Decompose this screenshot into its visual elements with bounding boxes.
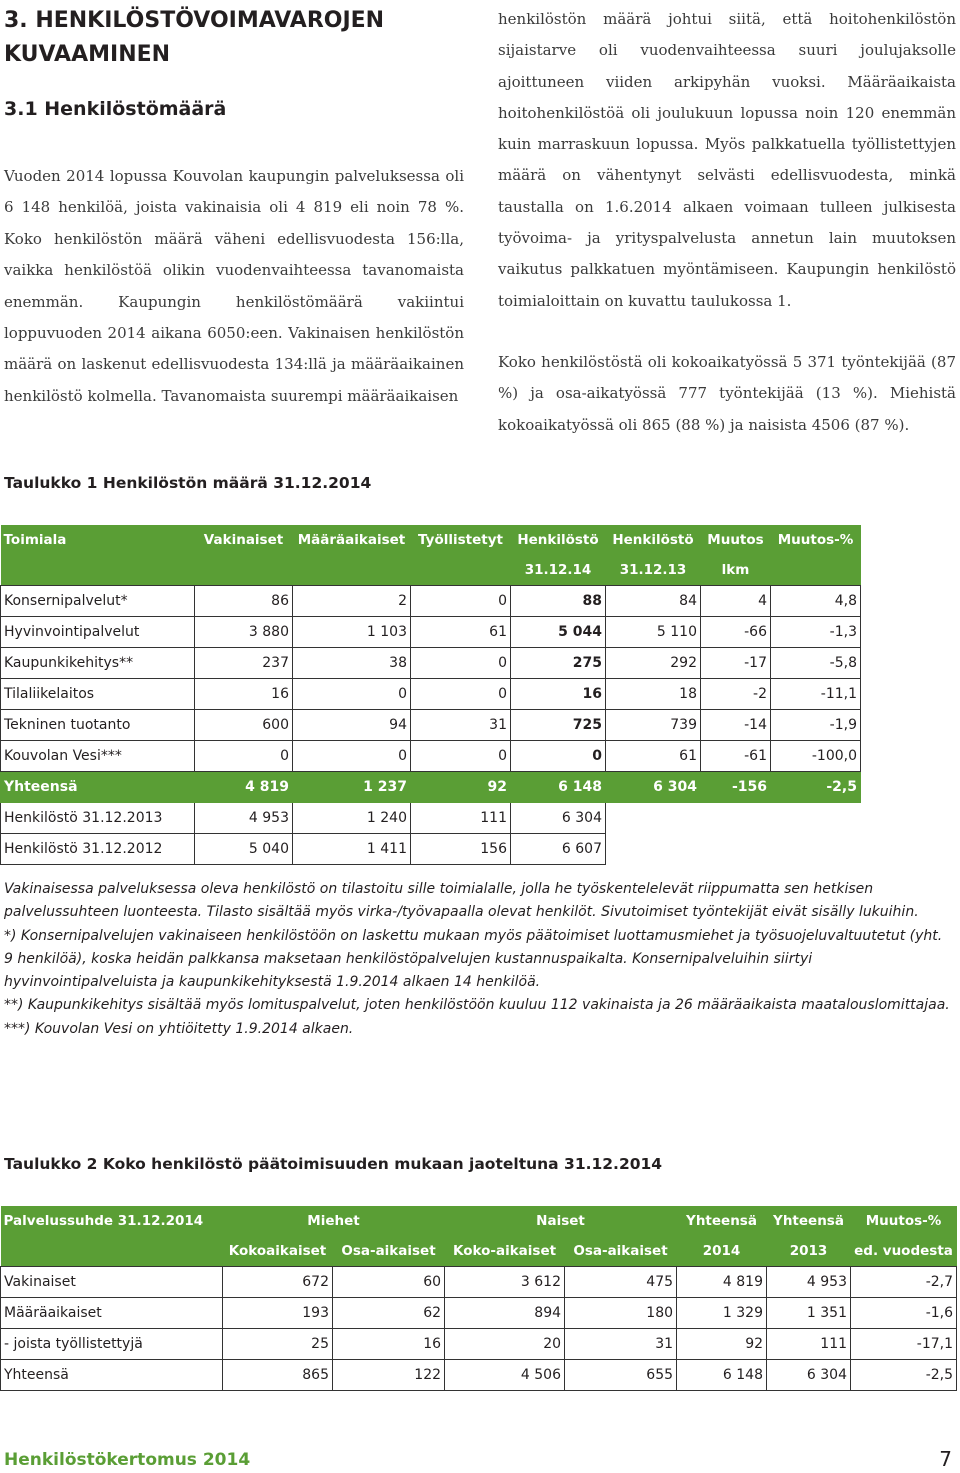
table-cell: 1 103 (293, 617, 411, 648)
table-cell: 6 304 (767, 1360, 851, 1391)
table-cell: 6 607 (511, 834, 606, 865)
table-cell: 4 953 (767, 1267, 851, 1298)
table1-header (1, 525, 861, 586)
table2-header-cell: Yhteensä (677, 1206, 767, 1236)
table-cell: 5 044 (511, 617, 606, 648)
table2-header-cell: Osa-aikaiset (565, 1236, 677, 1267)
table-cell: -2,5 (771, 772, 861, 803)
table-cell: -17 (701, 648, 771, 679)
table-cell: -156 (701, 772, 771, 803)
table-cell: 865 (223, 1360, 333, 1391)
table-cell: 4,8 (771, 586, 861, 617)
table-cell: 62 (333, 1298, 445, 1329)
table-cell: 88 (511, 586, 606, 617)
section-heading: 3.1 Henkilöstömäärä (4, 98, 227, 120)
table-cell-empty (606, 803, 701, 834)
table-cell: - joista työllistettyjä (1, 1329, 223, 1360)
table-cell: Konsernipalvelut* (1, 586, 195, 617)
table-cell: 2 (293, 586, 411, 617)
table-row (1, 710, 861, 741)
table-cell: 25 (223, 1329, 333, 1360)
table-cell: 111 (411, 803, 511, 834)
table-cell: 0 (411, 679, 511, 710)
table-cell: -14 (701, 710, 771, 741)
table-cell: -2,5 (851, 1360, 957, 1391)
table-row (1, 648, 861, 679)
table1-header-row-2 (1, 555, 861, 586)
table1-header-cell (293, 555, 411, 586)
table-cell: -5,8 (771, 648, 861, 679)
footer-title: Henkilöstökertomus 2014 (4, 1450, 251, 1470)
table2-header-row-1 (1, 1206, 957, 1236)
table-cell: 3 612 (445, 1267, 565, 1298)
table-cell: 4 819 (195, 772, 293, 803)
table2-caption: Taulukko 2 Koko henkilöstö päätoimisuuden mukaan jaoteltuna 31.12.2014 (4, 1155, 663, 1173)
table-cell: Vakinaiset (1, 1267, 223, 1298)
table1-header-cell: Työllistetyt (411, 525, 511, 555)
table1-header-cell (771, 555, 861, 586)
table-cell: 16 (511, 679, 606, 710)
table-cell: 655 (565, 1360, 677, 1391)
table-cell: Määräaikaiset (1, 1298, 223, 1329)
table-cell: 94 (293, 710, 411, 741)
table2-employment-type (0, 1206, 957, 1391)
table-cell: Yhteensä (1, 772, 195, 803)
table-cell: Tilaliikelaitos (1, 679, 195, 710)
table-cell: 725 (511, 710, 606, 741)
table-cell: 0 (293, 741, 411, 772)
table2-header-cell (1, 1236, 223, 1267)
table-cell: -66 (701, 617, 771, 648)
table2-header-cell: 2014 (677, 1236, 767, 1267)
table1-header-cell: Muutos (701, 525, 771, 555)
table2-header-cell: Kokoaikaiset (223, 1236, 333, 1267)
table-cell: Hyvinvointipalvelut (1, 617, 195, 648)
table-cell: 4 506 (445, 1360, 565, 1391)
table1-header-cell (1, 555, 195, 586)
table-cell-empty (606, 834, 701, 865)
table-cell: 92 (411, 772, 511, 803)
table-cell: 1 329 (677, 1298, 767, 1329)
table-cell: 122 (333, 1360, 445, 1391)
table-cell: 275 (511, 648, 606, 679)
table1-header-cell (195, 555, 293, 586)
table1-header-cell: Muutos-% (771, 525, 861, 555)
table-cell: 61 (411, 617, 511, 648)
table1-header-cell: Toimiala (1, 525, 195, 555)
table2-header-row-2 (1, 1236, 957, 1267)
table-cell-empty (771, 803, 861, 834)
table2-header-cell: Palvelussuhde 31.12.2014 (1, 1206, 223, 1236)
table2-header-cell: Miehet (223, 1206, 445, 1236)
body-paragraph-right-2: Koko henkilöstöstä oli kokoaikatyössä 5 371 työntekijää (87 %) ja osa-aikatyössä 777 työntekijää (13 %). Miehistä kokoaikatyössä oli 865 (88 %) ja naisista 4506 (87 %). (498, 353, 956, 434)
footnote: *) Konsernipalvelujen vakinaiseen henkilöstöön on laskettu mukaan myös päätoimiset luottamusmiehet ja työsuojeluvaltuutetut (yht. 9 henkilöä), koska heidän palkkansa maksetaan henkilöstöpalvelujen kustannuspaikalta. Konsernipalveluihin siirtyi hyvinvointipalveluista ja kaupunkikehityksestä 1.9.2014 alkaen 14 henkilöä. (4, 927, 943, 991)
table-cell: 20 (445, 1329, 565, 1360)
table-row (1, 679, 861, 710)
table-cell: 84 (606, 586, 701, 617)
table-cell: -2 (701, 679, 771, 710)
table-cell: 31 (411, 710, 511, 741)
table1-header-cell: 31.12.14 (511, 555, 606, 586)
table-total-row (1, 772, 861, 803)
table-cell: 5 110 (606, 617, 701, 648)
table-cell: -61 (701, 741, 771, 772)
body-paragraph-left: Vuoden 2014 lopussa Kouvolan kaupungin palveluksessa oli 6 148 henkilöä, joista vakinaisia oli 4 819 eli noin 78 %. Koko henkilöstön määrä väheni edellisvuodesta 156:lla, vaikka henkilöstöä olikin vuodenvaihteessa tavanomaista enemmän. Kaupungin henkilöstömäärä vakiintui loppuvuoden 2014 aikana 6050:een. Vakinaisen henkilöstön määrä on laskenut edellisvuodesta 134:llä ja määräaikainen henkilöstö kolmella. Tavanomaista suurempi määräaikaisen (4, 167, 464, 405)
table-cell: 6 304 (511, 803, 606, 834)
table2-header-cell: Muutos-% (851, 1206, 957, 1236)
table-cell: 0 (195, 741, 293, 772)
table-cell: Henkilöstö 31.12.2012 (1, 834, 195, 865)
table1-header-cell: Henkilöstö (606, 525, 701, 555)
table-cell: 4 (701, 586, 771, 617)
table1-header-cell: Määräaikaiset (293, 525, 411, 555)
table-cell: -100,0 (771, 741, 861, 772)
table-cell: 92 (677, 1329, 767, 1360)
table1-body (1, 586, 861, 865)
table-cell: Kaupunkikehitys** (1, 648, 195, 679)
table1-header-cell (411, 555, 511, 586)
table-cell-empty (771, 834, 861, 865)
table-row (1, 803, 861, 834)
table1-header-cell: lkm (701, 555, 771, 586)
table-row (1, 741, 861, 772)
table-cell: -17,1 (851, 1329, 957, 1360)
page-title: 3. HENKILÖSTÖVOIMAVAROJEN KUVAAMINEN (4, 8, 385, 67)
table-cell: Tekninen tuotanto (1, 710, 195, 741)
table-row (1, 1329, 957, 1360)
table-cell: 18 (606, 679, 701, 710)
table-cell: Henkilöstö 31.12.2013 (1, 803, 195, 834)
table-cell: 180 (565, 1298, 677, 1329)
table-cell: 600 (195, 710, 293, 741)
table1-staff-count (0, 525, 861, 865)
table-cell: -11,1 (771, 679, 861, 710)
table-cell: 1 351 (767, 1298, 851, 1329)
table2-header (1, 1206, 957, 1267)
table2-header-cell: Yhteensä (767, 1206, 851, 1236)
table-cell: -1,9 (771, 710, 861, 741)
table-cell: 739 (606, 710, 701, 741)
table-cell: 292 (606, 648, 701, 679)
table-cell: 1 237 (293, 772, 411, 803)
table-cell: 0 (411, 648, 511, 679)
table2-header-cell: Naiset (445, 1206, 677, 1236)
table2-header-cell: Osa-aikaiset (333, 1236, 445, 1267)
footnote: ***) Kouvolan Vesi on yhtiöitetty 1.9.2014 alkaen. (4, 1020, 354, 1037)
table2-header-cell: Koko-aikaiset (445, 1236, 565, 1267)
table1-header-cell: Vakinaiset (195, 525, 293, 555)
table-cell: 3 880 (195, 617, 293, 648)
table-cell: 475 (565, 1267, 677, 1298)
table-cell: 156 (411, 834, 511, 865)
table2-body (1, 1267, 957, 1391)
table-cell: 31 (565, 1329, 677, 1360)
table-cell: 86 (195, 586, 293, 617)
table-row (1, 1298, 957, 1329)
table1-header-row-1 (1, 525, 861, 555)
table-cell: 237 (195, 648, 293, 679)
table-cell: 0 (411, 586, 511, 617)
table-row (1, 586, 861, 617)
table-cell: 1 411 (293, 834, 411, 865)
table-cell: 0 (411, 741, 511, 772)
table1-footnotes (4, 878, 954, 1041)
table2-header-cell: 2013 (767, 1236, 851, 1267)
table-cell-empty (701, 803, 771, 834)
table-cell: 894 (445, 1298, 565, 1329)
table-cell: 38 (293, 648, 411, 679)
table-cell: 5 040 (195, 834, 293, 865)
table-row (1, 1267, 957, 1298)
table-row (1, 1360, 957, 1391)
table-cell: -1,6 (851, 1298, 957, 1329)
table-cell: -2,7 (851, 1267, 957, 1298)
table-cell: Kouvolan Vesi*** (1, 741, 195, 772)
table-cell: 193 (223, 1298, 333, 1329)
table-cell: 111 (767, 1329, 851, 1360)
table-cell: 1 240 (293, 803, 411, 834)
table-cell: 4 819 (677, 1267, 767, 1298)
table-cell: 16 (333, 1329, 445, 1360)
table1-header-cell: 31.12.13 (606, 555, 701, 586)
table-cell: 0 (293, 679, 411, 710)
table-cell: 0 (511, 741, 606, 772)
table-cell: 6 148 (511, 772, 606, 803)
table-cell: Yhteensä (1, 1360, 223, 1391)
table-cell: 672 (223, 1267, 333, 1298)
table-cell: 6 148 (677, 1360, 767, 1391)
footnote: Vakinaisessa palveluksessa oleva henkilöstö on tilastoitu sille toimialalle, jolla he työskentelelevät riippumatta sen hetkisen palvelussuhteen luonteesta. Tilasto sisältää myös virka-/työvapaalla olevat henkilöt. Sivutoimiset työntekijät eivät sisälly lukuihin. (4, 881, 919, 921)
body-paragraph-right-1: henkilöstön määrä johtui siitä, että hoitohenkilöstön sijaistarve oli vuodenvaihteessa suuri joulujaksolle ajoittuneen viiden arkipyhän vuoksi. Määräaikaista hoitohenkilöstöä oli joulukuun lopussa noin 120 enemmän kuin marraskuun lopussa. Myös palkkatuella työllistettyjen määrä on vähentynyt selvästi edellisvuodesta, minkä taustalla on 1.6.2014 alkaen voimaan tulleen julkisesta työvoima- ja yrityspalvelusta annetun lain muutoksen vaikutus palkkatuen myöntämiseen. Kaupungin henkilöstö toimialoittain on kuvattu taulukossa 1. (498, 10, 956, 310)
table1-caption: Taulukko 1 Henkilöstön määrä 31.12.2014 (4, 474, 372, 492)
table-cell: 6 304 (606, 772, 701, 803)
table-cell: 61 (606, 741, 701, 772)
table-cell: 16 (195, 679, 293, 710)
table-cell: -1,3 (771, 617, 861, 648)
table-row (1, 617, 861, 648)
table-cell: 4 953 (195, 803, 293, 834)
table-cell: 60 (333, 1267, 445, 1298)
table-row (1, 834, 861, 865)
table1-header-cell: Henkilöstö (511, 525, 606, 555)
footnote: **) Kaupunkikehitys sisältää myös lomituspalvelut, joten henkilöstöön kuuluu 112 vakinaista ja 26 määräaikaista maatalouslomittajaa. (4, 997, 950, 1014)
table2-header-cell: ed. vuodesta (851, 1236, 957, 1267)
table-cell-empty (701, 834, 771, 865)
page-number: 7 (939, 1447, 952, 1471)
